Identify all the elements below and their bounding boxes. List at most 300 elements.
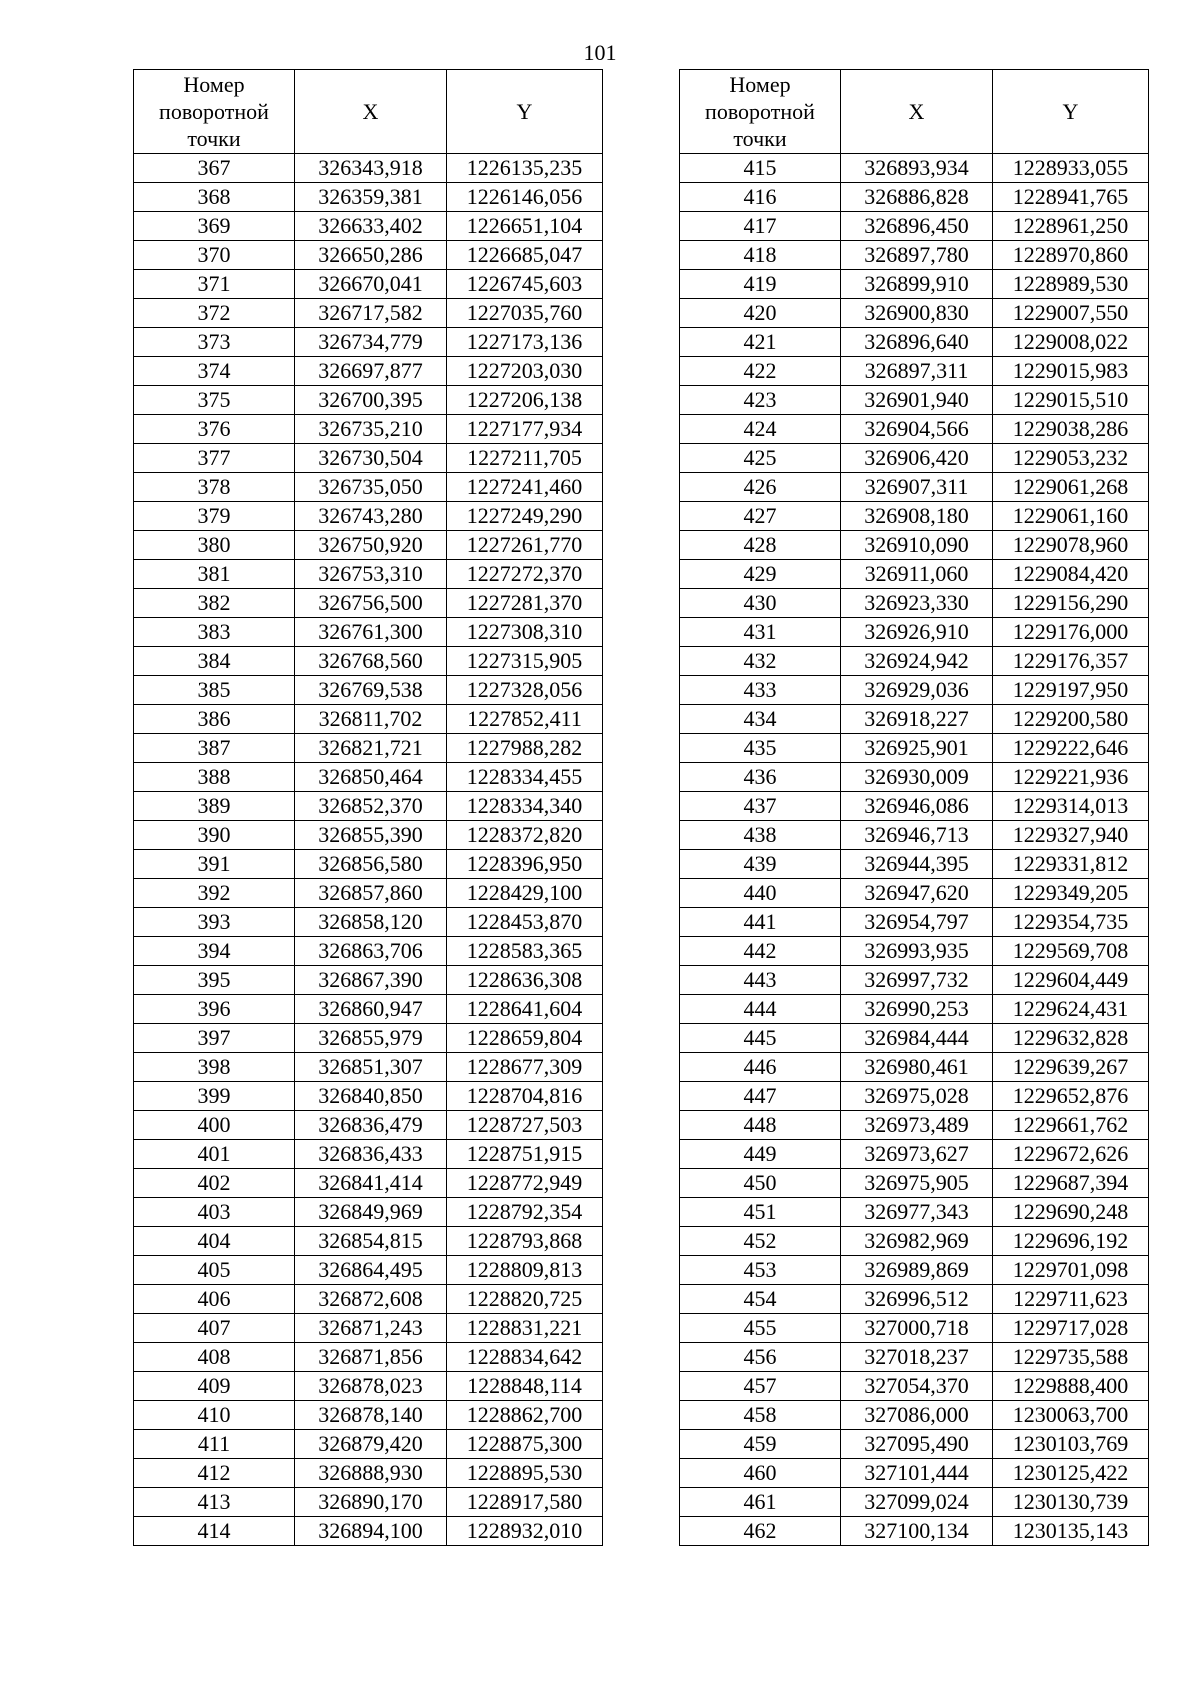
cell-point-number: 395 [134,966,295,995]
cell-x: 326926,910 [841,618,993,647]
cell-y: 1229053,232 [993,444,1149,473]
cell-point-number: 437 [680,792,841,821]
cell-x: 327099,024 [841,1488,993,1517]
cell-point-number: 447 [680,1082,841,1111]
cell-y: 1228372,820 [447,821,603,850]
cell-point-number: 391 [134,850,295,879]
table-row [680,299,1149,328]
cell-y: 1230135,143 [993,1517,1149,1546]
cell-point-number: 370 [134,241,295,270]
cell-y: 1228636,308 [447,966,603,995]
table-row [680,212,1149,241]
cell-x: 326923,330 [841,589,993,618]
cell-point-number: 398 [134,1053,295,1082]
cell-y: 1228659,804 [447,1024,603,1053]
cell-x: 326836,433 [295,1140,447,1169]
table-row [680,966,1149,995]
table-row [134,676,603,705]
header-y: Y [447,70,603,154]
cell-x: 326730,504 [295,444,447,473]
header-y: Y [993,70,1149,154]
cell-point-number: 378 [134,473,295,502]
table-row [134,821,603,850]
table-row [134,937,603,966]
cell-point-number: 407 [134,1314,295,1343]
cell-point-number: 403 [134,1198,295,1227]
cell-x: 326855,979 [295,1024,447,1053]
cell-x: 326849,969 [295,1198,447,1227]
cell-y: 1227261,770 [447,531,603,560]
cell-y: 1228792,354 [447,1198,603,1227]
cell-point-number: 462 [680,1517,841,1546]
cell-point-number: 384 [134,647,295,676]
cell-point-number: 454 [680,1285,841,1314]
table-row [134,328,603,357]
cell-point-number: 409 [134,1372,295,1401]
cell-y: 1229661,762 [993,1111,1149,1140]
cell-y: 1229084,420 [993,560,1149,589]
cell-point-number: 435 [680,734,841,763]
cell-y: 1229078,960 [993,531,1149,560]
table-row [134,647,603,676]
cell-x: 326993,935 [841,937,993,966]
table-row [680,589,1149,618]
cell-x: 326851,307 [295,1053,447,1082]
cell-x: 326989,869 [841,1256,993,1285]
table-row [134,792,603,821]
cell-y: 1229696,192 [993,1227,1149,1256]
cell-x: 326768,560 [295,647,447,676]
cell-x: 326973,489 [841,1111,993,1140]
cell-y: 1228453,870 [447,908,603,937]
cell-x: 326984,444 [841,1024,993,1053]
table-row [134,241,603,270]
table-row [680,1053,1149,1082]
cell-x: 326973,627 [841,1140,993,1169]
cell-x: 326841,414 [295,1169,447,1198]
cell-point-number: 418 [680,241,841,270]
cell-x: 326878,023 [295,1372,447,1401]
cell-x: 326900,830 [841,299,993,328]
cell-y: 1227988,282 [447,734,603,763]
cell-y: 1229701,098 [993,1256,1149,1285]
header-x: X [841,70,993,154]
cell-y: 1228583,365 [447,937,603,966]
cell-x: 326743,280 [295,502,447,531]
cell-x: 326700,395 [295,386,447,415]
cell-y: 1229349,205 [993,879,1149,908]
table-row [680,386,1149,415]
cell-y: 1227241,460 [447,473,603,502]
table-row [680,357,1149,386]
table-row [134,1169,603,1198]
cell-x: 326735,210 [295,415,447,444]
cell-y: 1226685,047 [447,241,603,270]
cell-point-number: 420 [680,299,841,328]
cell-point-number: 367 [134,154,295,183]
cell-point-number: 433 [680,676,841,705]
table-row [134,1459,603,1488]
cell-point-number: 452 [680,1227,841,1256]
cell-point-number: 408 [134,1343,295,1372]
cell-x: 326996,512 [841,1285,993,1314]
cell-x: 327086,000 [841,1401,993,1430]
cell-point-number: 438 [680,821,841,850]
cell-y: 1227173,136 [447,328,603,357]
table-row [680,1430,1149,1459]
cell-x: 326896,640 [841,328,993,357]
table-row [680,705,1149,734]
cell-x: 326872,608 [295,1285,447,1314]
cell-point-number: 381 [134,560,295,589]
cell-point-number: 406 [134,1285,295,1314]
cell-x: 326904,566 [841,415,993,444]
table-row [134,1111,603,1140]
table-row [134,299,603,328]
header-point-number: Номер поворотной точки [134,70,295,154]
cell-y: 1229687,394 [993,1169,1149,1198]
cell-x: 326753,310 [295,560,447,589]
cell-y: 1228429,100 [447,879,603,908]
cell-y: 1229156,290 [993,589,1149,618]
cell-x: 326901,940 [841,386,993,415]
cell-y: 1228751,915 [447,1140,603,1169]
cell-point-number: 415 [680,154,841,183]
table-row [680,1372,1149,1401]
cell-point-number: 441 [680,908,841,937]
cell-x: 326878,140 [295,1401,447,1430]
cell-point-number: 450 [680,1169,841,1198]
cell-point-number: 405 [134,1256,295,1285]
cell-y: 1229221,936 [993,763,1149,792]
table-row [134,1517,603,1546]
table-row [134,589,603,618]
cell-x: 326871,243 [295,1314,447,1343]
cell-y: 1229176,357 [993,647,1149,676]
cell-point-number: 434 [680,705,841,734]
table-row [134,1430,603,1459]
cell-x: 326717,582 [295,299,447,328]
cell-x: 326977,343 [841,1198,993,1227]
cell-point-number: 444 [680,995,841,1024]
cell-x: 326893,934 [841,154,993,183]
table-row [134,1053,603,1082]
cell-point-number: 442 [680,937,841,966]
cell-y: 1229331,812 [993,850,1149,879]
cell-y: 1229015,510 [993,386,1149,415]
table-row [134,212,603,241]
cell-x: 326735,050 [295,473,447,502]
cell-point-number: 386 [134,705,295,734]
cell-x: 326890,170 [295,1488,447,1517]
cell-x: 326930,009 [841,763,993,792]
table-row [134,1488,603,1517]
table-row [680,1459,1149,1488]
cell-x: 326761,300 [295,618,447,647]
table-row [134,1227,603,1256]
cell-point-number: 410 [134,1401,295,1430]
cell-x: 326750,920 [295,531,447,560]
table-row [134,415,603,444]
cell-x: 326811,702 [295,705,447,734]
cell-y: 1229652,876 [993,1082,1149,1111]
cell-x: 326871,856 [295,1343,447,1372]
cell-y: 1228831,221 [447,1314,603,1343]
cell-x: 326910,090 [841,531,993,560]
cell-y: 1226146,056 [447,183,603,212]
cell-y: 1229314,013 [993,792,1149,821]
table-row [680,1256,1149,1285]
table-row [680,1140,1149,1169]
cell-point-number: 428 [680,531,841,560]
table-header-row [134,70,603,154]
table-header-row [680,70,1149,154]
cell-point-number: 396 [134,995,295,1024]
cell-y: 1228895,530 [447,1459,603,1488]
cell-y: 1229690,248 [993,1198,1149,1227]
cell-x: 326856,580 [295,850,447,879]
cell-y: 1228862,700 [447,1401,603,1430]
cell-point-number: 397 [134,1024,295,1053]
cell-point-number: 458 [680,1401,841,1430]
cell-x: 326769,538 [295,676,447,705]
cell-y: 1229672,626 [993,1140,1149,1169]
table-row [680,473,1149,502]
cell-point-number: 388 [134,763,295,792]
table-body-right [680,154,1149,1546]
cell-y: 1227272,370 [447,560,603,589]
cell-x: 326897,780 [841,241,993,270]
table-row [134,444,603,473]
cell-y: 1229327,940 [993,821,1149,850]
table-row [680,734,1149,763]
cell-y: 1229717,028 [993,1314,1149,1343]
cell-point-number: 390 [134,821,295,850]
cell-point-number: 425 [680,444,841,473]
cell-x: 326821,721 [295,734,447,763]
cell-x: 326997,732 [841,966,993,995]
cell-y: 1229061,160 [993,502,1149,531]
cell-y: 1228334,455 [447,763,603,792]
cell-y: 1229176,000 [993,618,1149,647]
cell-x: 326980,461 [841,1053,993,1082]
cell-point-number: 389 [134,792,295,821]
cell-y: 1230130,739 [993,1488,1149,1517]
table-row [680,1227,1149,1256]
cell-point-number: 383 [134,618,295,647]
cell-point-number: 445 [680,1024,841,1053]
cell-x: 326836,479 [295,1111,447,1140]
cell-y: 1227249,290 [447,502,603,531]
cell-y: 1229632,828 [993,1024,1149,1053]
cell-x: 326944,395 [841,850,993,879]
cell-point-number: 440 [680,879,841,908]
cell-y: 1229222,646 [993,734,1149,763]
cell-x: 326975,028 [841,1082,993,1111]
cell-y: 1228917,580 [447,1488,603,1517]
table-row [134,995,603,1024]
cell-y: 1229711,623 [993,1285,1149,1314]
cell-point-number: 451 [680,1198,841,1227]
cell-x: 326946,713 [841,821,993,850]
cell-point-number: 402 [134,1169,295,1198]
cell-x: 326975,905 [841,1169,993,1198]
table-row [134,560,603,589]
cell-x: 326670,041 [295,270,447,299]
cell-y: 1228848,114 [447,1372,603,1401]
cell-x: 326954,797 [841,908,993,937]
cell-x: 326886,828 [841,183,993,212]
table-row [134,908,603,937]
cell-x: 326633,402 [295,212,447,241]
table-row [680,1082,1149,1111]
cell-point-number: 379 [134,502,295,531]
cell-point-number: 429 [680,560,841,589]
table-row [680,1488,1149,1517]
cell-point-number: 449 [680,1140,841,1169]
cell-y: 1228772,949 [447,1169,603,1198]
cell-x: 326867,390 [295,966,447,995]
cell-y: 1228989,530 [993,270,1149,299]
cell-y: 1226745,603 [447,270,603,299]
page-number: 101 [583,40,617,65]
cell-y: 1227035,760 [447,299,603,328]
table-row [680,676,1149,705]
table-row [680,270,1149,299]
cell-point-number: 377 [134,444,295,473]
cell-x: 326852,370 [295,792,447,821]
table-row [134,734,603,763]
cell-y: 1228820,725 [447,1285,603,1314]
table-row [134,1343,603,1372]
table-row [134,183,603,212]
cell-x: 326359,381 [295,183,447,212]
table-row [134,1401,603,1430]
cell-point-number: 375 [134,386,295,415]
cell-point-number: 436 [680,763,841,792]
table-row [134,1256,603,1285]
cell-point-number: 376 [134,415,295,444]
table-row [134,966,603,995]
table-row [680,618,1149,647]
cell-y: 1229038,286 [993,415,1149,444]
cell-point-number: 431 [680,618,841,647]
cell-x: 326896,450 [841,212,993,241]
cell-x: 326929,036 [841,676,993,705]
cell-x: 327095,490 [841,1430,993,1459]
table-row [680,183,1149,212]
cell-point-number: 456 [680,1343,841,1372]
cell-x: 326906,420 [841,444,993,473]
cell-y: 1228932,010 [447,1517,603,1546]
cell-x: 327100,134 [841,1517,993,1546]
cell-y: 1228809,813 [447,1256,603,1285]
cell-point-number: 426 [680,473,841,502]
cell-y: 1230063,700 [993,1401,1149,1430]
cell-y: 1229735,588 [993,1343,1149,1372]
table-row [134,879,603,908]
table-row [134,1024,603,1053]
table-row [680,328,1149,357]
cell-x: 326911,060 [841,560,993,589]
cell-point-number: 453 [680,1256,841,1285]
cell-x: 327054,370 [841,1372,993,1401]
table-row [680,1285,1149,1314]
cell-x: 327018,237 [841,1343,993,1372]
cell-y: 1227211,705 [447,444,603,473]
cell-point-number: 385 [134,676,295,705]
cell-point-number: 461 [680,1488,841,1517]
table-row [134,1314,603,1343]
cell-point-number: 423 [680,386,841,415]
cell-point-number: 413 [134,1488,295,1517]
cell-x: 326756,500 [295,589,447,618]
table-row [680,647,1149,676]
table-row [680,908,1149,937]
cell-y: 1226651,104 [447,212,603,241]
cell-x: 326907,311 [841,473,993,502]
table-row [680,879,1149,908]
cell-y: 1229888,400 [993,1372,1149,1401]
cell-point-number: 374 [134,357,295,386]
cell-point-number: 457 [680,1372,841,1401]
cell-x: 326990,253 [841,995,993,1024]
cell-x: 326855,390 [295,821,447,850]
cell-point-number: 416 [680,183,841,212]
table-row [134,1198,603,1227]
cell-point-number: 411 [134,1430,295,1459]
cell-x: 326899,910 [841,270,993,299]
cell-y: 1229604,449 [993,966,1149,995]
cell-point-number: 368 [134,183,295,212]
cell-y: 1227308,310 [447,618,603,647]
cell-y: 1229061,268 [993,473,1149,502]
table-row [680,502,1149,531]
cell-point-number: 422 [680,357,841,386]
table-row [134,531,603,560]
cell-x: 326879,420 [295,1430,447,1459]
table-row [134,618,603,647]
table-row [680,937,1149,966]
table-row [680,995,1149,1024]
cell-x: 326947,620 [841,879,993,908]
cell-x: 326734,779 [295,328,447,357]
cell-point-number: 421 [680,328,841,357]
table-row [680,531,1149,560]
cell-point-number: 430 [680,589,841,618]
table-row [680,241,1149,270]
cell-x: 326863,706 [295,937,447,966]
table-row [680,1343,1149,1372]
cell-y: 1228875,300 [447,1430,603,1459]
cell-point-number: 432 [680,647,841,676]
cell-point-number: 460 [680,1459,841,1488]
cell-point-number: 387 [134,734,295,763]
cell-point-number: 417 [680,212,841,241]
cell-y: 1230103,769 [993,1430,1149,1459]
cell-x: 327101,444 [841,1459,993,1488]
cell-point-number: 459 [680,1430,841,1459]
cell-point-number: 373 [134,328,295,357]
cell-point-number: 369 [134,212,295,241]
cell-point-number: 446 [680,1053,841,1082]
cell-x: 326897,311 [841,357,993,386]
cell-point-number: 419 [680,270,841,299]
cell-y: 1227852,411 [447,705,603,734]
cell-x: 326982,969 [841,1227,993,1256]
cell-x: 326925,901 [841,734,993,763]
cell-y: 1229007,550 [993,299,1149,328]
